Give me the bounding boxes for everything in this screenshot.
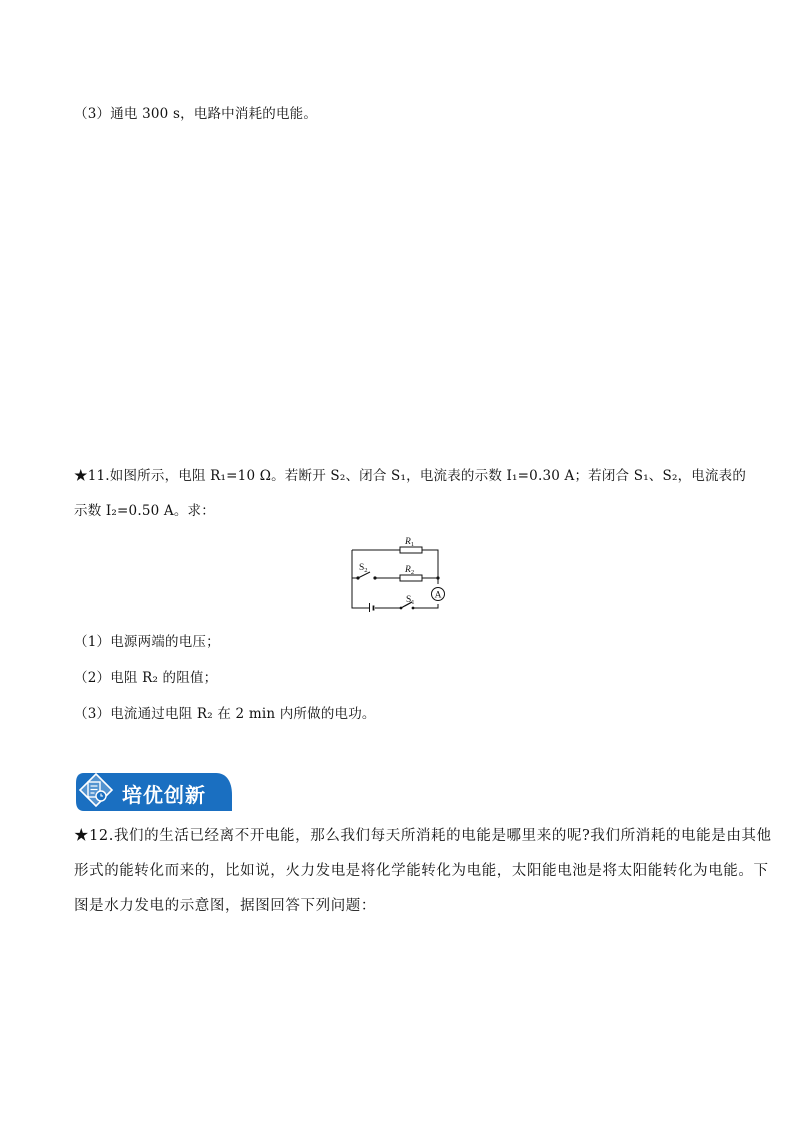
s2-label: $S_2$	[359, 563, 368, 574]
s1-label: $S_1$	[406, 595, 415, 606]
q10-part3: （3）通电 300 s，电路中消耗的电能。	[74, 106, 318, 122]
q12-line2: 形式的能转化而来的，比如说，火力发电是将化学能转化为电能，太阳能电池是将太阳能转化为电能。下	[74, 863, 769, 879]
section-banner-title: 培优创新	[122, 783, 206, 807]
r1-label: $R_1$	[405, 537, 415, 548]
q11-line1: ★11.如图所示，电阻 R₁=10 Ω。若断开 S₂、闭合 S₁，电流表的示数 I₁=0.30 A；若闭合 S₁、S₂，电流表的	[74, 468, 747, 484]
q12-line1: ★12.我们的生活已经离不开电能，那么我们每天所消耗的电能是哪里来的呢?我们所消耗的电能是由其他	[74, 828, 772, 844]
ammeter-label: A	[434, 590, 442, 601]
circuit-diagram	[346, 536, 450, 612]
q11-part2: （2）电阻 R₂ 的阻值；	[74, 670, 218, 686]
q11-part3: （3）电流通过电阻 R₂ 在 2 min 内所做的电功。	[74, 706, 376, 722]
q12-line3: 图是水力发电的示意图，据图回答下列问题：	[74, 898, 376, 914]
q11-line2: 示数 I₂=0.50 A。求：	[74, 503, 215, 519]
q11-part1: （1）电源两端的电压；	[74, 634, 220, 650]
r2-label: $R_2$	[405, 565, 415, 576]
section-banner	[74, 769, 236, 815]
